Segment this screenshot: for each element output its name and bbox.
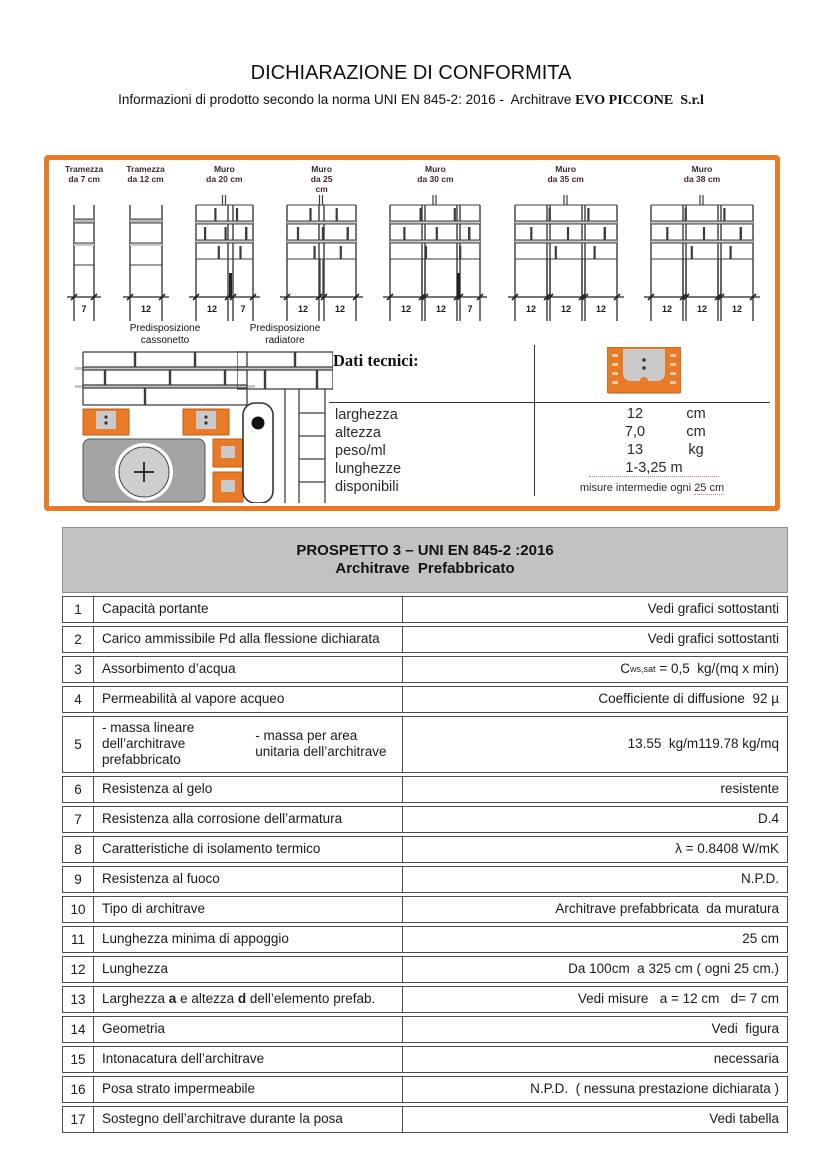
table-title-line2: Architrave Prefabbricato [335,560,515,577]
row-value: Vedi grafici sottostanti [647,631,779,647]
radiatore-label: Predisposizione radiatore [249,323,321,346]
lunghezze-value: 1-3,25 m [589,460,719,477]
wall-section [279,164,364,323]
row-label: Lunghezza [94,957,403,982]
row-value: N.P.D. ( nessuna prestazione dichiarata ) [530,1080,779,1096]
table-row [62,1106,788,1133]
lunghezze-note: misure intermedie ogni 25 cm [579,482,725,494]
wall-section-label: Tramezza da 7 cm [65,164,104,185]
subtitle-text: Informazioni di prodotto secondo la norma UNI EN 845-2: 2016 - Architrave [118,92,576,107]
page-title: DICHIARAZIONE DI CONFORMITA [250,62,572,84]
row-number: 11 [63,927,94,952]
table-title-line1: PROSPETTO 3 – UNI EN 845-2 :2016 [296,542,554,559]
svg-text:12: 12 [731,304,742,314]
row-label: Assorbimento d’acqua [94,657,403,682]
wall-section [65,164,103,323]
row-number: 17 [63,1107,94,1132]
row-number: 6 [63,777,94,802]
row-value: 25 cm [742,930,779,946]
row-number: 10 [63,897,94,922]
wall-section [507,164,625,323]
row-value: Coefficiente di diffusione 92 µ [598,691,779,707]
walls-row [65,164,761,323]
table-row [62,866,788,893]
svg-text:12: 12 [401,304,412,314]
wall-section-label: Muro da 35 cm [547,164,584,185]
row-value: 13.55 kg/m 119.78 kg/mq [627,736,779,752]
table-row [62,1076,788,1103]
svg-text:7: 7 [81,304,87,314]
row-value: resistente [720,780,779,796]
company-name: EVO PICCONE S.r.l [575,93,704,108]
svg-text:12: 12 [335,304,346,314]
prospetto-table [62,527,788,1133]
wall-section-drawing [66,195,102,323]
row-label: Resistenza al gelo [94,777,403,802]
row-value: Architrave prefabbricata da muratura [555,900,779,916]
row-label: Tipo di architrave [94,897,403,922]
lintel-cross-section-icon [607,347,681,402]
row-number: 5 [63,717,94,772]
larghezza-value: 12 [626,406,644,422]
row-value: necessaria [713,1050,779,1066]
row-label: Permeabilità al vapore acqueo [94,687,403,712]
table-row [62,806,788,833]
row-number: 3 [63,657,94,682]
dati-label: altezza [335,425,381,441]
dati-tecnici-heading: Dati tecnici: [333,351,419,370]
svg-text:12: 12 [661,304,672,314]
page-subtitle [0,92,822,109]
row-number: 7 [63,807,94,832]
dati-label: disponibili [335,479,399,495]
wall-section [382,164,488,323]
wall-section-drawing [122,195,170,323]
row-label: Posa strato impermeabile [94,1077,403,1102]
wall-section-label: Muro da 25 cm [310,164,333,195]
cassonetto-label: Predisposizione cassonetto [129,323,201,346]
table-row [62,926,788,953]
row-value: D.4 [757,810,779,826]
row-value: C ws,sat = 0,5 kg/(mq x min) [620,661,779,677]
row-label: Larghezza a e altezza d dell’elemento prefab. [94,987,403,1012]
svg-text:12: 12 [436,304,447,314]
row-number: 1 [63,597,94,622]
row-value: Vedi tabella [709,1110,779,1126]
row-number: 8 [63,837,94,862]
row-value: Vedi grafici sottostanti [647,601,779,617]
row-label: Intonacatura dell’architrave [94,1047,403,1072]
altezza-unit: cm [686,424,706,440]
wall-section-drawing [188,195,261,323]
radiatore-figure [235,323,335,503]
row-value: Da 100cm a 325 cm ( ogni 25 cm.) [568,960,779,976]
wall-section [188,164,261,323]
table-row [62,836,788,863]
table-row [62,656,788,683]
row-label: Caratteristiche di isolamento termico [94,837,403,862]
row-label: Lunghezza minima di appoggio [94,927,403,952]
wall-section-drawing [279,195,364,323]
table-row [62,1016,788,1043]
table-row [62,626,788,653]
wall-section-drawing [382,195,488,323]
svg-text:12: 12 [696,304,707,314]
table-row [62,596,788,623]
svg-text:7: 7 [240,304,246,314]
svg-text:12: 12 [525,304,536,314]
row-label: Resistenza alla corrosione dell’armatura [94,807,403,832]
svg-text:12: 12 [298,304,309,314]
table-header [62,527,788,593]
table-row [62,986,788,1013]
row-value: Vedi figura [711,1020,779,1036]
table-row [62,686,788,713]
svg-text:12: 12 [560,304,571,314]
cassonetto-figure [75,323,255,503]
wall-section-label: Muro da 38 cm [683,164,721,185]
row-label: Capacità portante [94,597,403,622]
figure-panel [44,155,780,511]
row-number: 16 [63,1077,94,1102]
table-body [62,596,788,1133]
wall-section-drawing [507,195,625,323]
row-number: 15 [63,1047,94,1072]
row-value: Vedi misure a = 12 cm d= 7 cm [577,990,779,1006]
table-row [62,776,788,803]
row-number: 12 [63,957,94,982]
table-row [62,896,788,923]
dati-labels [335,406,401,496]
wall-section-drawing [643,195,761,323]
svg-text:12: 12 [595,304,606,314]
row-label: Resistenza al fuoco [94,867,403,892]
larghezza-unit: cm [686,406,706,422]
svg-text:12: 12 [206,304,217,314]
dati-label: larghezza [335,407,398,423]
table-row [62,1046,788,1073]
wall-section [643,164,761,323]
row-label: Sostegno dell’architrave durante la posa [94,1107,403,1132]
row-number: 2 [63,627,94,652]
row-label: Carico ammissibile Pd alla flessione dichiarata [94,627,403,652]
row-label: - massa lineare dell’architrave prefabbricato - massa per area unitaria dell’architrave [94,717,403,772]
wall-section [122,164,170,323]
table-row [62,716,788,773]
altezza-value: 7,0 [624,424,646,440]
row-number: 4 [63,687,94,712]
radiatore-drawing-icon [237,351,333,503]
row-label: Geometria [94,1017,403,1042]
row-value: λ = 0.8408 W/mK [675,840,779,856]
wall-section-label: Tramezza da 12 cm [126,164,165,185]
row-value: N.P.D. [740,870,779,886]
svg-text:12: 12 [140,304,151,314]
peso-value: 13 [626,442,644,458]
dati-horizontal-divider [329,402,770,403]
wall-section-label: Muro da 20 cm [206,164,243,185]
wall-section-label: Muro da 30 cm [417,164,454,185]
dati-label: lunghezze [335,461,402,477]
peso-unit: kg [688,442,704,458]
cassonetto-drawing-icon [75,351,255,503]
row-number: 14 [63,1017,94,1042]
dati-values [534,406,770,498]
table-row [62,956,788,983]
row-number: 9 [63,867,94,892]
svg-text:7: 7 [467,304,473,314]
row-number: 13 [63,987,94,1012]
dati-tecnici-panel [329,345,770,497]
dati-label: peso/ml [335,443,386,459]
